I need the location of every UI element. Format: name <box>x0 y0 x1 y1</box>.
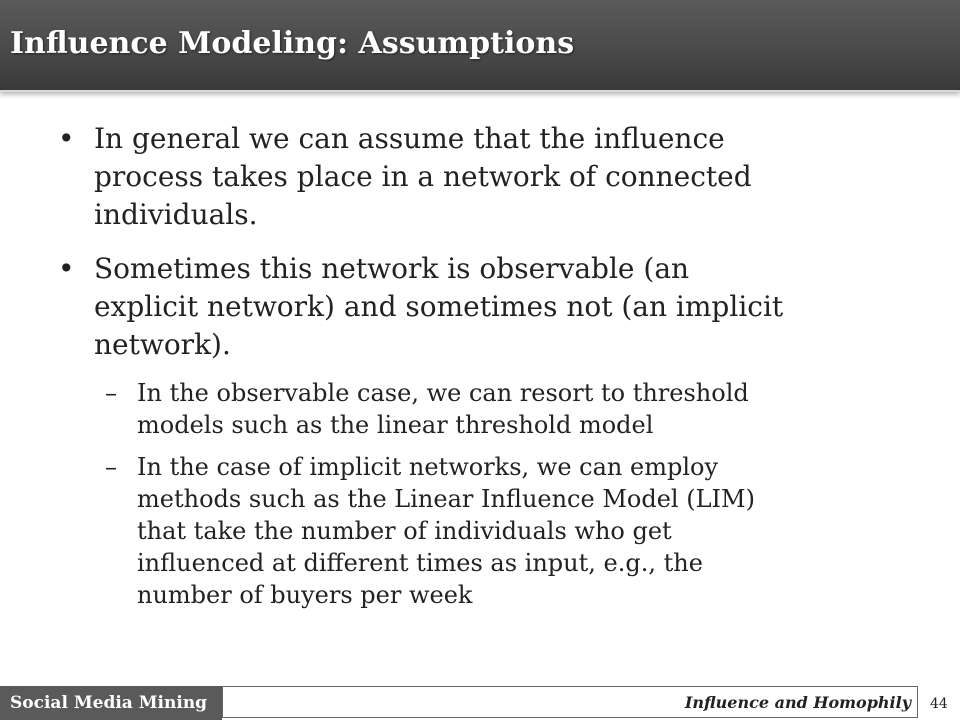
sub-bullet-line: models such as the linear threshold model <box>137 411 654 439</box>
bullet-marker: • <box>58 252 75 285</box>
sub-bullet-line: that take the number of individuals who get <box>137 517 672 545</box>
sub-bullet-line: methods such as the Linear Influence Model (LIM) <box>137 485 755 513</box>
sub-bullet-marker: – <box>105 453 117 481</box>
sub-bullet-line: In the case of implicit networks, we can employ <box>137 453 719 481</box>
bullet-line: individuals. <box>94 198 258 231</box>
sub-bullet-marker: – <box>105 379 117 407</box>
bullet-line: network). <box>94 328 231 361</box>
footer-course-label <box>0 686 222 720</box>
bullet-line: In general we can assume that the influence <box>94 122 725 155</box>
sub-bullet-line: In the observable case, we can resort to threshold <box>137 379 749 407</box>
slide-title: Influence Modeling: Assumptions <box>10 26 575 61</box>
bullet-line: explicit network) and sometimes not (an implicit <box>94 290 784 323</box>
sub-bullet-line: influenced at different times as input, e.g., the <box>137 549 703 577</box>
sub-bullet-text <box>137 451 897 611</box>
bullet-line: process takes place in a network of connected <box>94 160 752 193</box>
sub-bullet-text <box>137 377 897 441</box>
sub-bullet-line: number of buyers per week <box>137 581 473 609</box>
bullet-text <box>94 120 914 234</box>
bullet-line: Sometimes this network is observable (an <box>94 252 690 285</box>
footer-course-text: Social Media Mining <box>10 693 208 713</box>
footer-section-box <box>222 686 918 718</box>
page-number: 44 <box>930 696 948 712</box>
footer-section-text: Influence and Homophily <box>684 693 911 712</box>
slide-footer <box>0 686 960 720</box>
bullet-marker: • <box>58 122 75 155</box>
bullet-text <box>94 250 914 364</box>
